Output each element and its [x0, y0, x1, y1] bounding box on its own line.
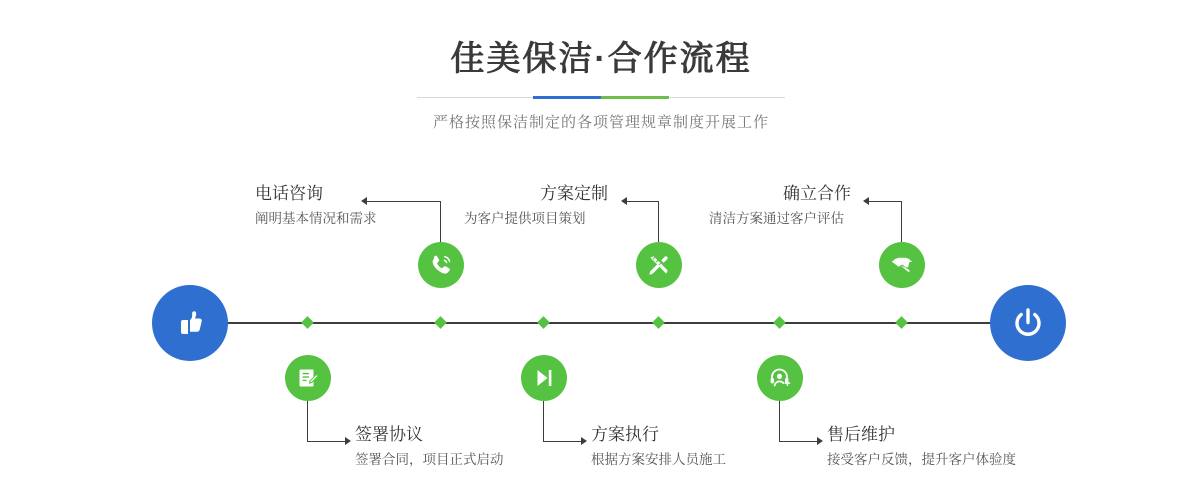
step-title-6: 售后维护	[827, 425, 895, 444]
step-desc-6: 接受客户反馈，提升客户体验度	[827, 452, 1016, 467]
axis-dot-2	[301, 316, 314, 329]
axis-dot-6	[773, 316, 786, 329]
step-node-5[interactable]	[879, 242, 925, 288]
pen-ruler-icon	[646, 252, 672, 278]
timeline	[0, 160, 1202, 502]
divider-accent-green	[601, 96, 669, 99]
connector-6-horizontal	[779, 441, 817, 442]
axis-dot-1	[434, 316, 447, 329]
step-node-3[interactable]	[636, 242, 682, 288]
title-divider	[417, 96, 785, 99]
step-title-1: 电话咨询	[255, 184, 323, 203]
step-desc-2: 签署合同，项目正式启动	[355, 452, 504, 467]
axis-dot-4	[537, 316, 550, 329]
connector-5-vertical	[901, 201, 902, 242]
connector-3-arrow	[621, 197, 627, 205]
step-title-2: 签署协议	[355, 425, 423, 444]
connector-4-horizontal	[543, 441, 581, 442]
headset-support-icon	[767, 365, 793, 391]
timeline-end	[990, 285, 1066, 361]
connector-3-vertical	[658, 201, 659, 242]
page-title: 佳美保洁·合作流程	[450, 40, 752, 78]
thumbs-up-icon	[171, 304, 209, 342]
connector-1-vertical	[440, 201, 441, 242]
step-label-5	[709, 182, 851, 230]
step-label-4	[591, 423, 726, 471]
step-label-3	[464, 182, 608, 230]
connector-2-arrow	[345, 437, 351, 445]
connector-3-horizontal	[627, 201, 659, 202]
step-desc-3: 为客户提供项目策划	[464, 211, 586, 226]
step-desc-1: 阐明基本情况和需求	[255, 211, 377, 226]
connector-5-arrow	[863, 197, 869, 205]
divider-accent-blue	[533, 96, 601, 99]
power-icon	[1008, 303, 1048, 343]
connector-2-horizontal	[307, 441, 345, 442]
step-title-5: 确立合作	[783, 184, 851, 203]
step-title-3: 方案定制	[540, 184, 608, 203]
connector-2-vertical	[307, 401, 308, 441]
timeline-start	[152, 285, 228, 361]
play-forward-icon	[531, 365, 557, 391]
connector-5-horizontal	[869, 201, 902, 202]
connector-4-arrow	[581, 437, 587, 445]
axis-dot-5	[895, 316, 908, 329]
connector-6-vertical	[779, 401, 780, 441]
step-desc-4: 根据方案安排人员施工	[591, 452, 726, 467]
step-node-6[interactable]	[757, 355, 803, 401]
phone-ring-icon	[428, 252, 454, 278]
step-node-4[interactable]	[521, 355, 567, 401]
step-node-1[interactable]	[418, 242, 464, 288]
step-desc-5: 清洁方案通过客户评估	[709, 211, 844, 226]
step-label-6	[827, 423, 1016, 471]
connector-6-arrow	[817, 437, 823, 445]
document-edit-icon	[295, 365, 321, 391]
page-subtitle: 严格按照保洁制定的各项管理规章制度开展工作	[432, 114, 769, 131]
step-node-2[interactable]	[285, 355, 331, 401]
step-title-4: 方案执行	[591, 425, 659, 444]
connector-1-horizontal	[367, 201, 441, 202]
axis-dot-3	[652, 316, 665, 329]
handshake-icon	[889, 252, 915, 278]
step-label-2	[355, 423, 504, 471]
connector-4-vertical	[543, 401, 544, 441]
step-label-1	[255, 182, 377, 230]
header	[0, 0, 1202, 132]
